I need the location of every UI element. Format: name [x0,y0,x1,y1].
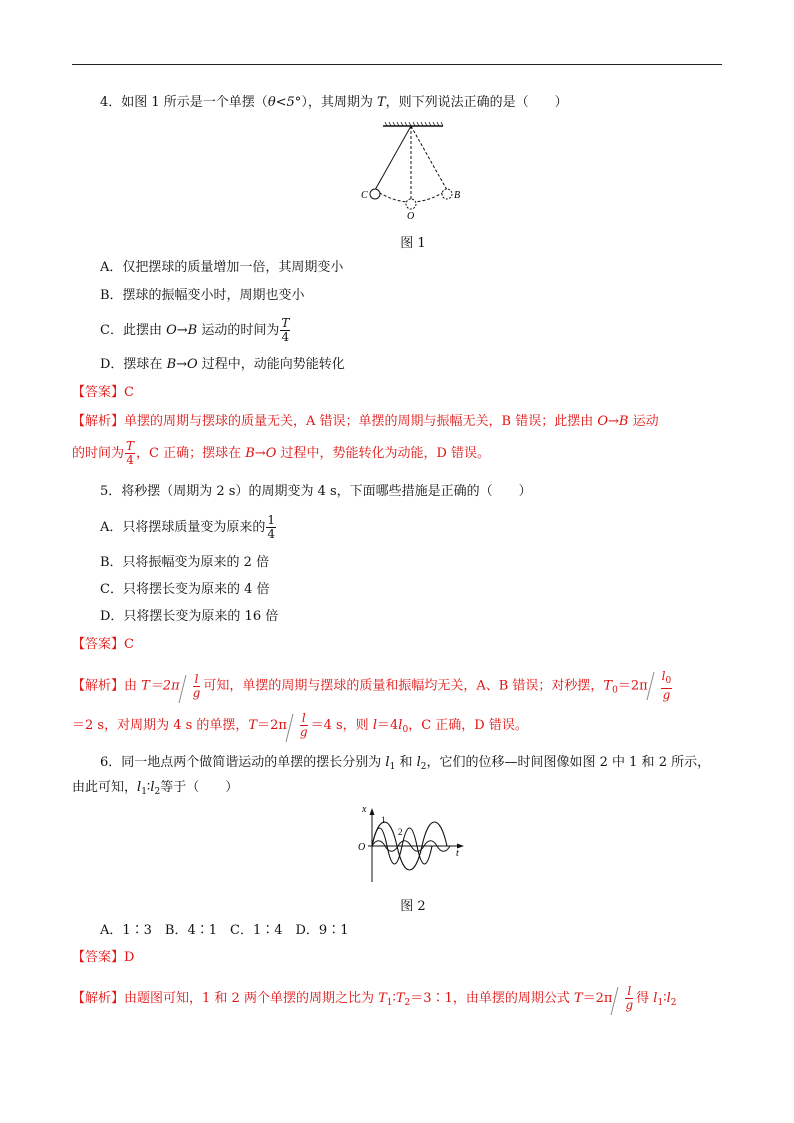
fraction-t-over-4: $\frac{T}{4}$ [126,439,135,467]
sqrt-l-over-g: $\frac{l}{g}$ [289,712,309,739]
q5-stem: 5．将秒摆（周期为 2 s）的周期变为 4 s，下面哪些措施是正确的（ ） [100,484,532,499]
sqrt-l-over-g: $\frac{l}{g}$ [182,673,202,700]
q6-stem-line2: 由此可知，$l_1∶l_2$等于（ ） [72,780,239,797]
curve-1-label: 1 [381,815,386,825]
axis-t-label: t [456,848,459,859]
q5-explanation-line2: ＝2 s，对周期为 4 s 的单摆，T＝2π $\frac{l}{g} =4$ s，则 $l=4l_0$，C 正确，D 错误。 [72,711,528,739]
label-b: B [454,190,461,201]
label-c: C [361,190,368,201]
label-o: O [407,211,415,222]
q5-explanation-line1: 【解析】由 T＝2π $\frac{l}{g}$ 可知，单摆的周期与摆球的质量和振幅均无关，A、B 错误；对秒摆，$T_0=2\pi$ $\frac{l_0}{g}$ [72,669,672,702]
fraction-1-over-4: $\frac{1}{4}$ [267,513,276,541]
q5-option-a: A．只将摆球质量变为原来的 $\frac{1}{4}$ [100,513,276,541]
q6-stem-line1: 6．同一地点两个做简谐运动的单摆的摆长分别为 $l_1$ 和 $l_2$，它们的位移—时间图像如图 2 中 1 和 2 所示， [100,755,711,772]
q6-answer: 【答案】D [72,950,135,965]
header-rule [72,64,722,65]
q4-explanation-line2: 的时间为 $\frac{T}{4}$ ，C 正确；摆球在 B→O 过程中，势能转化为动能，D 错误。 [72,439,491,467]
bob-b [442,189,452,199]
figure2-caption: 图 2 [400,899,426,914]
axis-x-label: x [362,806,367,815]
q4-stem: 4．如图 1 所示是一个单摆（θ<5°），其周期为 T，则下列说法正确的是（ ） [100,95,568,110]
q4-option-b: B．摆球的振幅变小时，周期也变小 [100,288,305,303]
q5-answer: 【答案】C [72,637,134,652]
bob-c [370,189,380,199]
fraction-t-over-4: $\frac{T}{4}$ [281,316,290,344]
q6-options: A．1∶3 B．4∶1 C．1∶4 D．9∶1 [100,923,349,938]
q4-option-d: D．摆球在 B→O 过程中，动能向势能转化 [100,357,345,372]
sqrt-l-over-g: $\frac{l}{g}$ [614,985,634,1012]
sqrt-l0-over-g: $\frac{l_0}{g}$ [650,670,674,702]
pendulum-figure [355,118,465,222]
bob-o [406,199,416,209]
q4-option-a: A．仅把摆球的质量增加一倍，其周期变小 [100,260,344,275]
q5-option-b: B．只将振幅变为原来的 2 倍 [100,555,270,570]
displacement-time-graph [352,806,472,886]
q6-explanation: 【解析】由题图可知，1 和 2 两个单摆的周期之比为 $T_1∶T_2=3∶1$，由单摆的周期公式 T＝2π $\frac{l}{g}$ 得 $l_1∶l_2$ [72,984,677,1012]
figure1-caption: 图 1 [400,236,426,251]
q4-option-c: C．此摆由 O→B 运动的时间为 $\frac{T}{4}$ [100,316,290,344]
curve-2-label: 2 [398,827,403,837]
origin-label: O [358,842,366,853]
q5-option-c: C．只将摆长变为原来的 4 倍 [100,582,270,597]
q5-option-d: D．只将摆长变为原来的 16 倍 [100,609,279,624]
q4-explanation-line1: 【解析】单摆的周期与摆球的质量无关，A 错误；单摆的周期与振幅无关，B 错误；此摆由 O→B 运动 [72,414,659,429]
q4-answer: 【答案】C [72,385,134,400]
